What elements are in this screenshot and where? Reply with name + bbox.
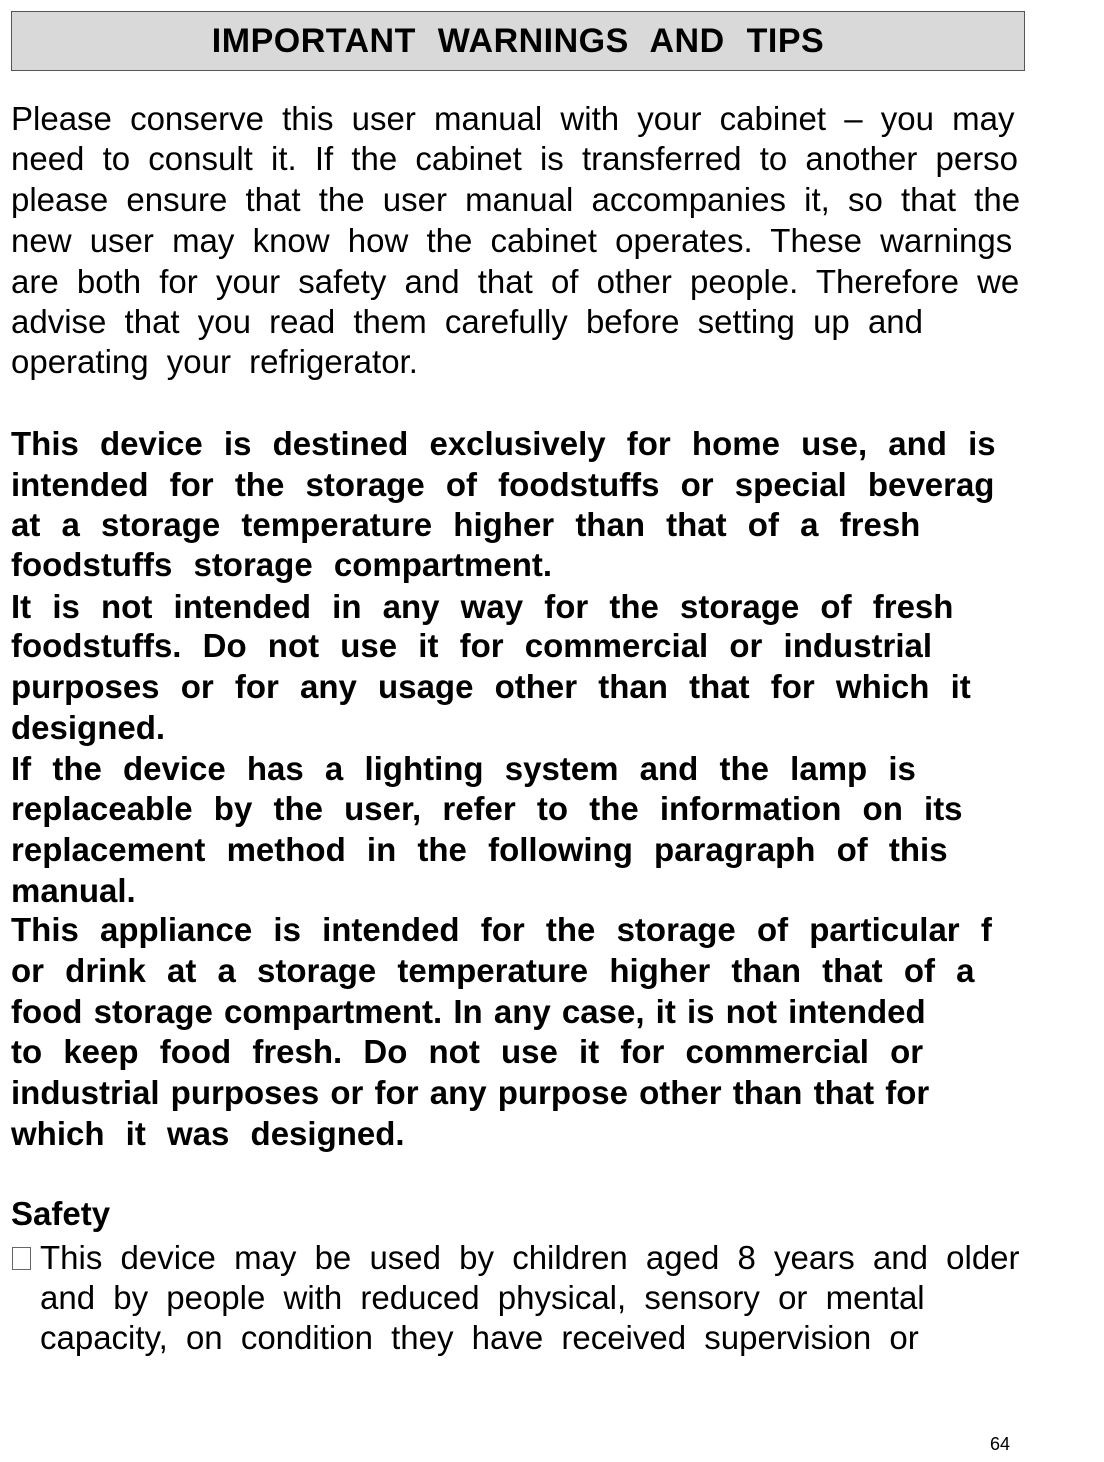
intro-line: new user may know how the cabinet operates. These warnings [11,222,1013,259]
usage-line: designed. [11,709,166,746]
safety-heading: Safety [11,1195,111,1232]
safety-line: capacity, on condition they have received supervision or [40,1319,919,1356]
intro-line: advise that you read them carefully before setting up and [11,303,924,340]
usage-line: It is not intended in any way for the storage of fresh [11,588,954,625]
usage-line: or drink at a storage temperature higher than that of a [11,952,975,989]
usage-line: which it was designed. [11,1115,405,1152]
intro-line: are both for your safety and that of other people. Therefore we [11,263,1020,300]
section-title: IMPORTANT WARNINGS AND TIPS [211,21,825,60]
usage-line: purposes or for any usage other than that for which it [11,668,971,705]
page-number: 64 [990,1434,1011,1454]
safety-line: This device may be used by children aged 8 years and older [40,1239,1020,1276]
usage-line: replacement method in the following paragraph of this [11,831,948,868]
safety-line: and by people with reduced physical, sensory or mental [40,1279,925,1316]
usage-line: intended for the storage of foodstuffs or special beverag [11,466,995,503]
usage-line: replaceable by the user, refer to the information on its [11,790,963,827]
section-title-box [11,11,1025,71]
intro-line: please ensure that the user manual accompanies it, so that the [11,181,1021,218]
intro-line: operating your refrigerator. [11,343,418,380]
usage-line: food storage compartment. In any case, it is not intended [11,993,926,1030]
usage-line: This appliance is intended for the storage of particular f [11,911,992,948]
usage-line: foodstuffs storage compartment. [11,546,553,583]
usage-line: If the device has a lighting system and the lamp is [11,750,916,787]
usage-line: foodstuffs. Do not use it for commercial or industrial [11,627,933,664]
usage-line: to keep food fresh. Do not use it for commercial or [11,1033,924,1070]
usage-line: industrial purposes or for any purpose other than that for [11,1074,930,1111]
usage-line: manual. [11,872,136,909]
bullet-icon [12,1247,31,1270]
intro-line: Please conserve this user manual with your cabinet – you may [11,100,1015,137]
usage-line: at a storage temperature higher than that of a fresh [11,506,921,543]
intro-line: need to consult it. If the cabinet is transferred to another perso [11,140,1019,177]
usage-line: This device is destined exclusively for home use, and is [11,425,996,462]
